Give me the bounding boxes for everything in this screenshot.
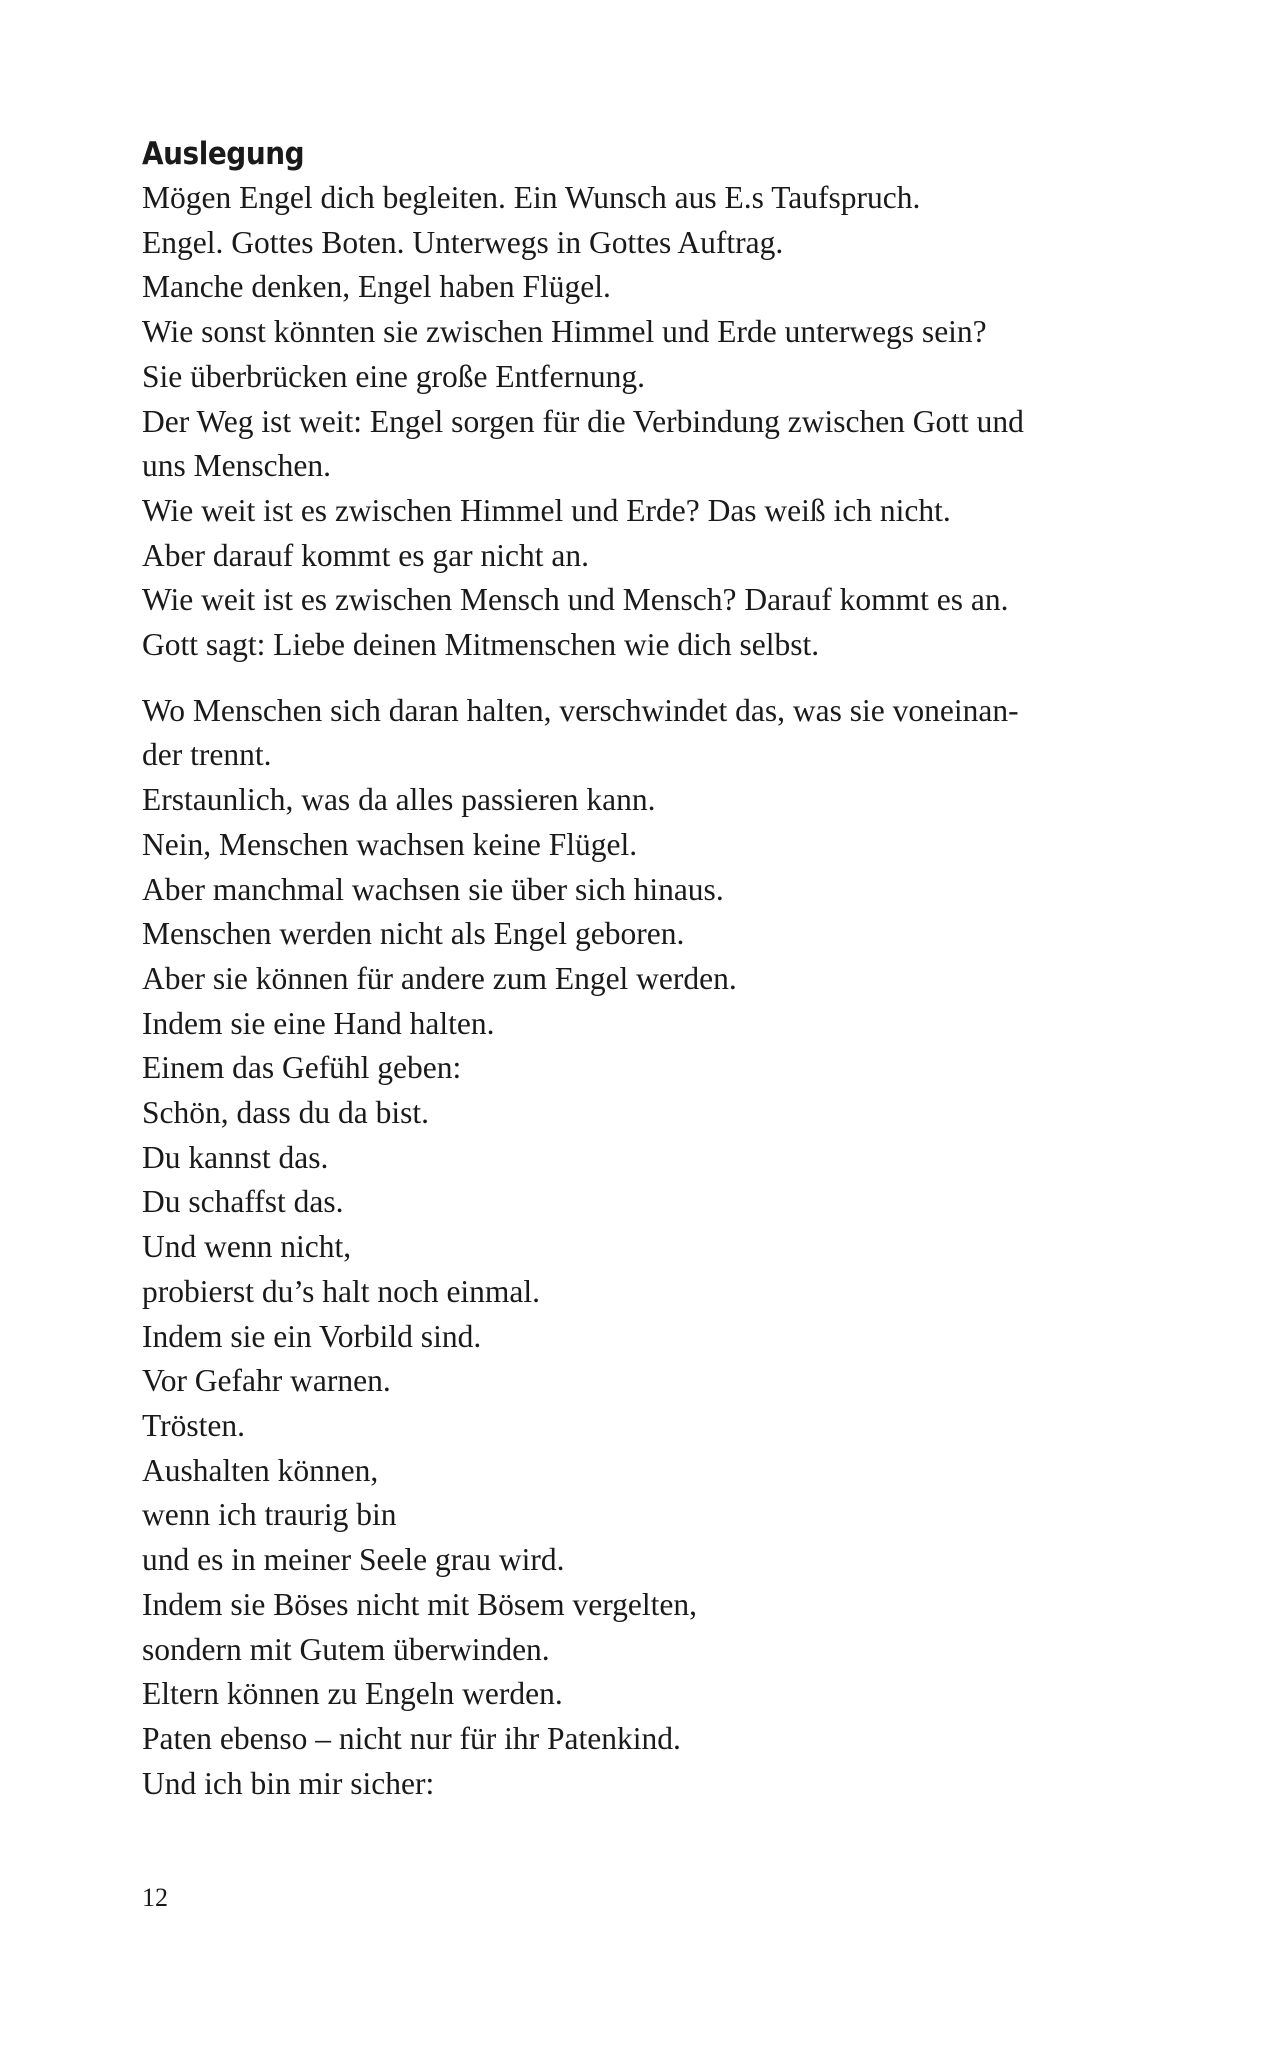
text-line: Einem das Gefühl geben:	[142, 1050, 462, 1086]
text-line: Und ich bin mir sicher:	[142, 1765, 435, 1801]
text-line: Aushalten können,	[142, 1452, 379, 1488]
text-line: Gott sagt: Liebe deinen Mitmenschen wie dich selbst.	[142, 627, 820, 663]
text-line: Manche denken, Engel haben Flügel.	[142, 269, 611, 305]
text-line: Wie weit ist es zwischen Himmel und Erde? Das weiß ich nicht.	[142, 492, 951, 528]
text-line: Wo Menschen sich daran halten, verschwindet das, was sie voneinan-	[142, 692, 1019, 728]
text-line: Nein, Menschen wachsen keine Flügel.	[142, 826, 638, 862]
text-line: Und wenn nicht,	[142, 1229, 352, 1265]
text-line: Mögen Engel dich begleiten. Ein Wunsch aus E.s Taufspruch.	[142, 180, 921, 215]
paragraph-2	[142, 689, 1162, 1807]
text-line: sondern mit Gutem überwinden.	[142, 1631, 550, 1667]
page-content	[142, 132, 1162, 1806]
text-line: Vor Gefahr warnen.	[142, 1363, 391, 1399]
text-line: Paten ebenso – nicht nur für ihr Patenkind.	[142, 1720, 681, 1756]
text-line: Du kannst das.	[142, 1139, 329, 1175]
text-line: Sie überbrücken eine große Entfernung.	[142, 358, 645, 394]
page-number: 12	[142, 1883, 168, 1912]
text-line: Indem sie eine Hand halten.	[142, 1005, 495, 1041]
text-line: Erstaunlich, was da alles passieren kann.	[142, 782, 656, 818]
section-heading: Auslegung	[142, 136, 305, 172]
paragraph-1	[142, 176, 1162, 668]
text-line: und es in meiner Seele grau wird.	[142, 1542, 565, 1578]
text-line: Du schaffst das.	[142, 1184, 344, 1220]
text-line: Wie weit ist es zwischen Mensch und Mensch? Darauf kommt es an.	[142, 582, 1009, 618]
text-line: Indem sie ein Vorbild sind.	[142, 1318, 482, 1354]
text-line: Aber darauf kommt es gar nicht an.	[142, 537, 589, 573]
text-line: Aber sie können für andere zum Engel werden.	[142, 960, 737, 996]
text-line: Trösten.	[142, 1407, 245, 1443]
text-line: Indem sie Böses nicht mit Bösem vergelten,	[142, 1586, 697, 1622]
text-line: probierst du’s halt noch einmal.	[142, 1273, 541, 1309]
text-line: Menschen werden nicht als Engel geboren.	[142, 916, 685, 952]
text-line: Wie sonst könnten sie zwischen Himmel und Erde unterwegs sein?	[142, 314, 987, 350]
text-line: der trennt.	[142, 737, 272, 773]
text-line: Aber manchmal wachsen sie über sich hinaus.	[142, 871, 724, 907]
text-line: Der Weg ist weit: Engel sorgen für die Verbindung zwischen Gott und	[142, 403, 1024, 439]
text-line: uns Menschen.	[142, 448, 331, 484]
text-line: Schön, dass du da bist.	[142, 1095, 429, 1131]
text-line: Eltern können zu Engeln werden.	[142, 1676, 563, 1712]
text-line: Engel. Gottes Boten. Unterwegs in Gottes Auftrag.	[142, 224, 784, 260]
text-line: wenn ich traurig bin	[142, 1497, 397, 1533]
